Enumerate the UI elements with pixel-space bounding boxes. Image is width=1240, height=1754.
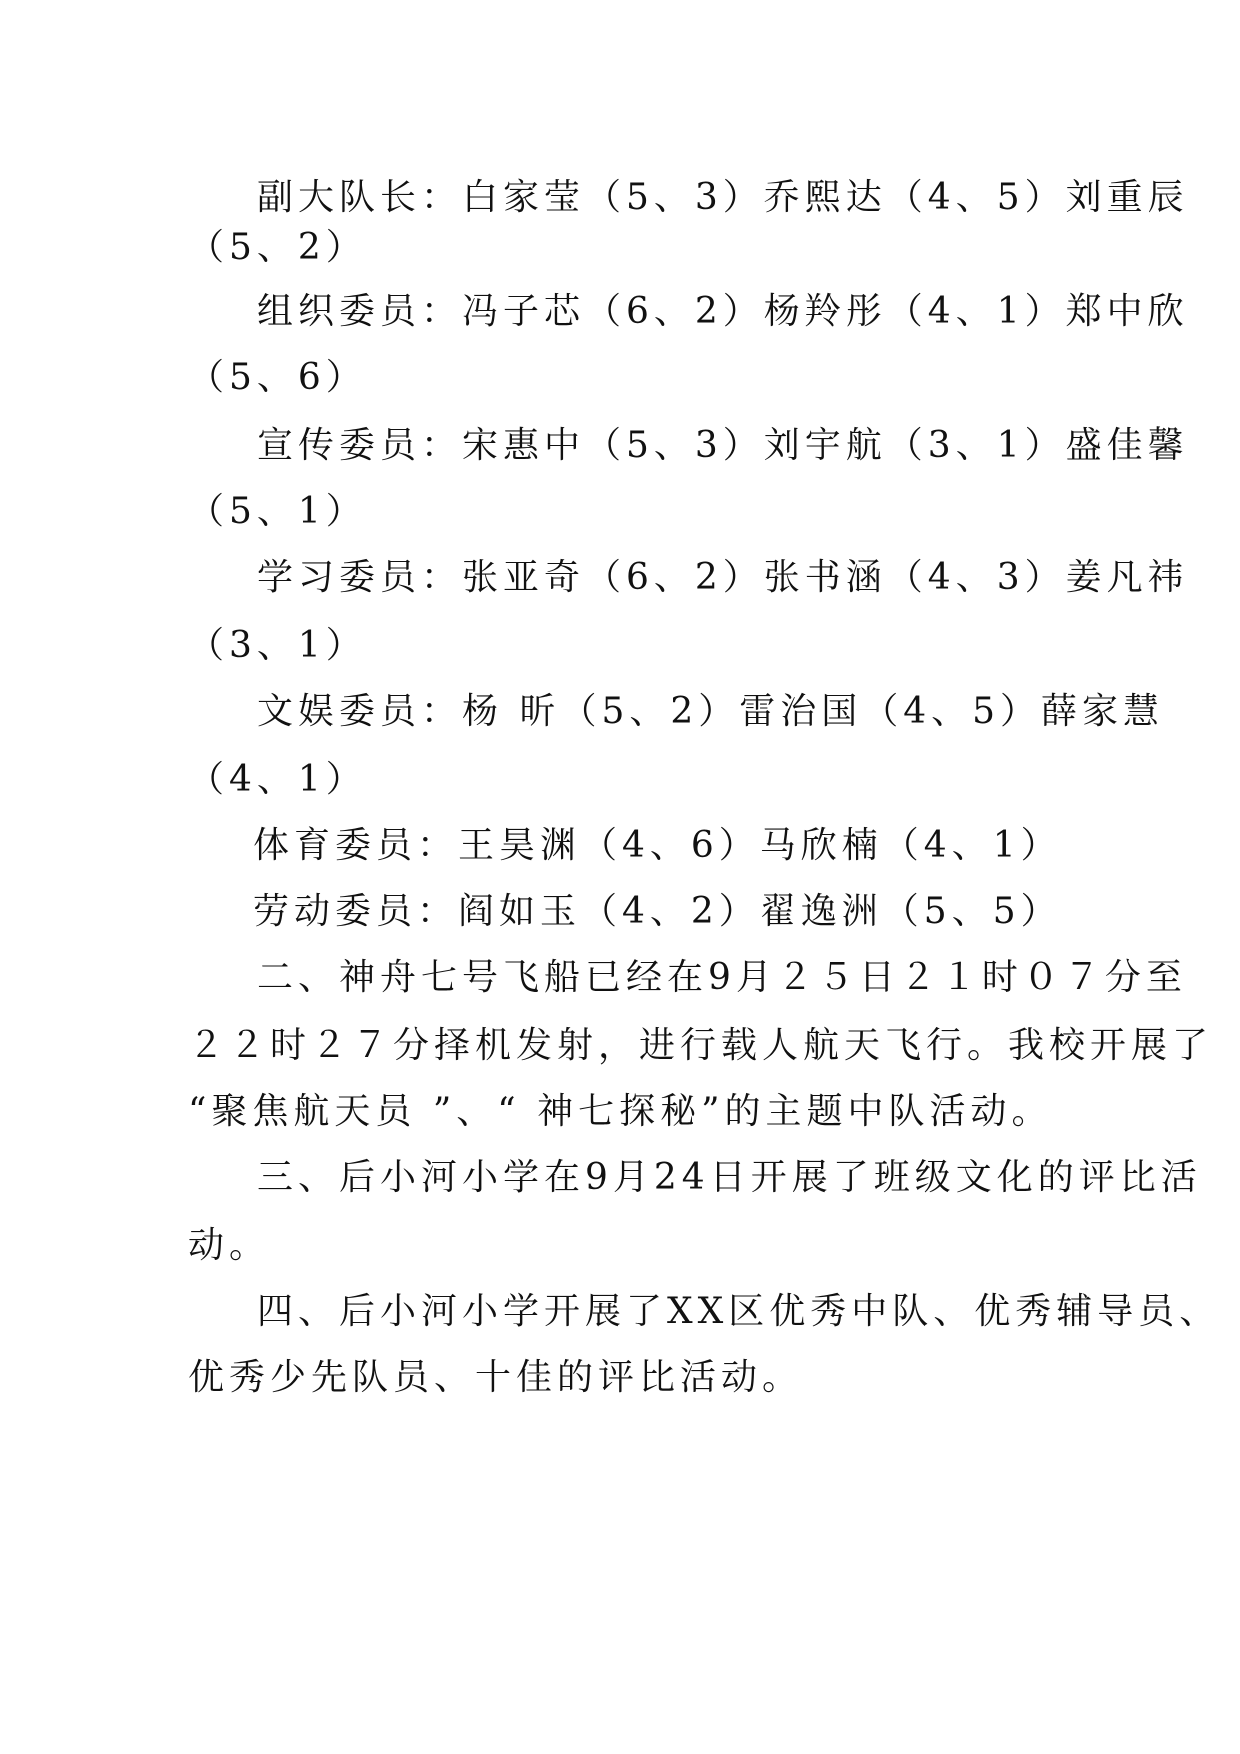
publicity-committee-line: 宣传委员：宋惠中（5、3）刘宇航（3、1）盛佳馨 <box>257 425 1189 466</box>
paragraph-two-line-2: ２２时２７分择机发射，进行载人航天飞行。我校开展了 <box>188 1025 1214 1066</box>
organization-committee-line-cont: （5、6） <box>188 357 367 398</box>
paragraph-two-line-3: “聚焦航天员 ”、“ 神七探秘”的主题中队活动。 <box>188 1091 1053 1132</box>
publicity-committee-line-cont: （5、1） <box>188 491 367 532</box>
vice-captain-line-cont: （5、2） <box>188 227 367 268</box>
paragraph-four-line-2: 优秀少先队员、十佳的评比活动。 <box>188 1357 804 1398</box>
entertainment-committee-line: 文娱委员：杨 昕（5、2）雷治国（4、5）薛家慧 <box>257 691 1165 732</box>
paragraph-two-line-1: 二、神舟七号飞船已经在9月２５日２１时０７分至 <box>257 957 1187 998</box>
paragraph-three-line-2: 动。 <box>188 1225 271 1266</box>
organization-committee-line: 组织委员：冯子芯（6、2）杨羚彤（4、1）郑中欣 <box>257 291 1189 332</box>
study-committee-line: 学习委员：张亚奇（6、2）张书涵（4、3）姜凡祎 <box>257 557 1189 598</box>
paragraph-four-line-1: 四、后小河小学开展了XX区优秀中队、优秀辅导员、 <box>257 1291 1221 1332</box>
study-committee-line-cont: （3、1） <box>188 625 367 666</box>
vice-captain-line: 副大队长：白家莹（5、3）乔熙达（4、5）刘重辰 <box>257 177 1189 218</box>
sports-committee-line: 体育委员：王昊渊（4、6）马欣楠（4、1） <box>253 825 1062 866</box>
paragraph-three-line-1: 三、后小河小学在9月24日开展了班级文化的评比活 <box>257 1157 1202 1198</box>
entertainment-committee-line-cont: （4、1） <box>188 759 367 800</box>
labor-committee-line: 劳动委员：阎如玉（4、2）翟逸洲（5、5） <box>253 891 1062 932</box>
